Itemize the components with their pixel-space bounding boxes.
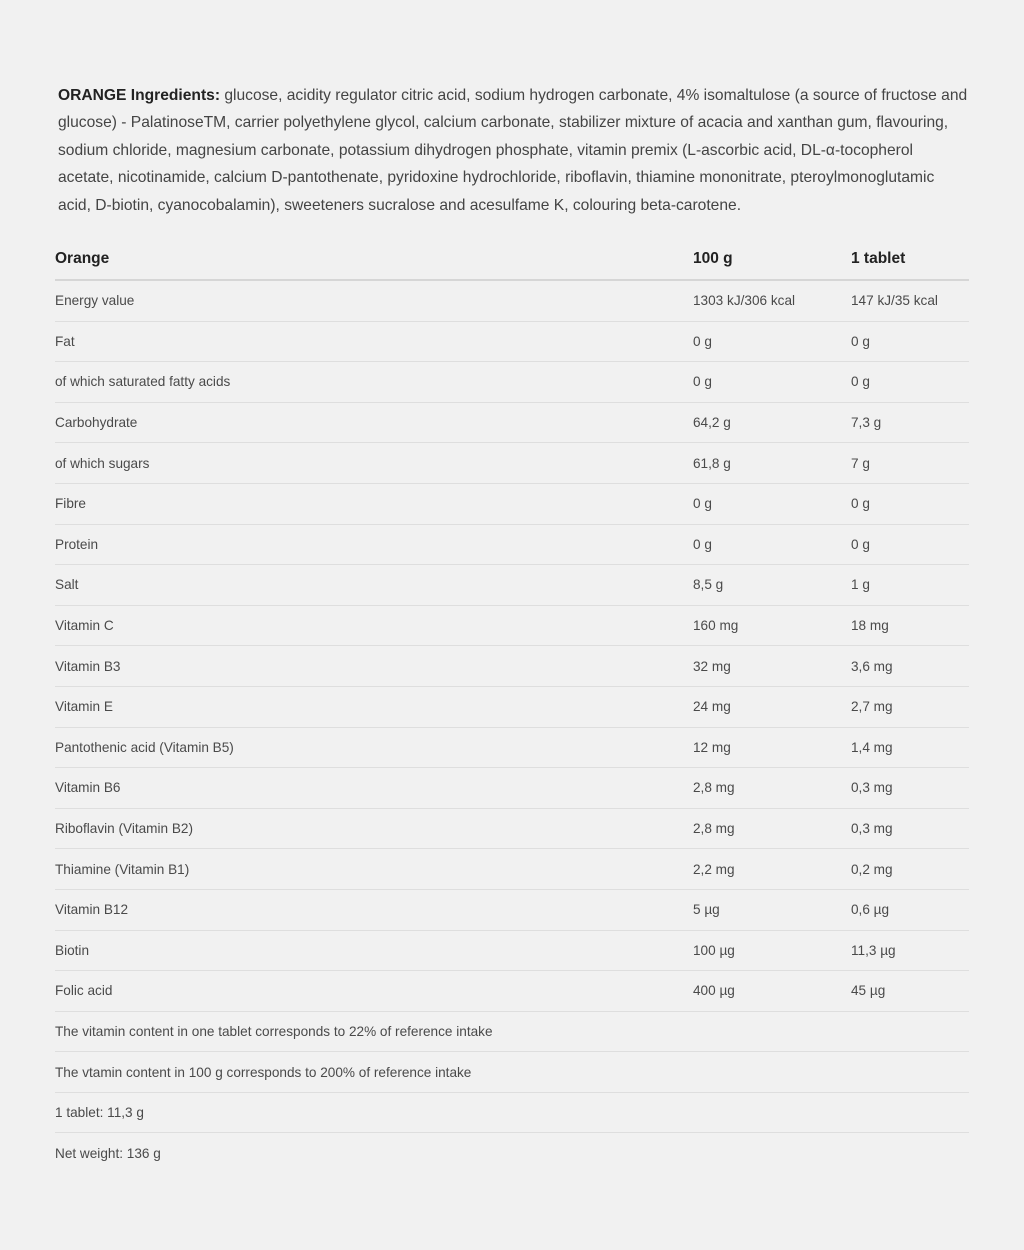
nutrient-name-cell: Carbohydrate xyxy=(55,402,693,443)
per-100g-cell: 24 mg xyxy=(693,686,851,727)
table-row xyxy=(55,565,969,606)
nutrient-name-cell: Pantothenic acid (Vitamin B5) xyxy=(55,727,693,768)
ingredients-lead: ORANGE Ingredients: xyxy=(58,87,221,104)
per-100g-cell xyxy=(693,1133,851,1173)
table-row xyxy=(55,686,969,727)
per-tablet-cell xyxy=(851,1133,969,1173)
per-tablet-cell: 2,7 mg xyxy=(851,686,969,727)
per-100g-cell xyxy=(693,1011,851,1052)
table-header-row xyxy=(55,238,969,280)
ingredients-section xyxy=(57,82,969,219)
nutrient-name-cell: The vitamin content in one tablet corresponds to 22% of reference intake xyxy=(55,1011,693,1052)
per-100g-cell: 2,8 mg xyxy=(693,768,851,809)
per-100g-cell: 5 µg xyxy=(693,889,851,930)
per-100g-cell: 100 µg xyxy=(693,930,851,971)
nutrient-name-cell: of which sugars xyxy=(55,443,693,484)
nutrition-table xyxy=(55,238,969,1173)
nutrient-name-cell: Energy value xyxy=(55,280,693,321)
nutrient-name-cell: Riboflavin (Vitamin B2) xyxy=(55,808,693,849)
per-tablet-cell: 1,4 mg xyxy=(851,727,969,768)
table-row xyxy=(55,443,969,484)
per-tablet-cell: 0 g xyxy=(851,362,969,403)
per-100g-cell xyxy=(693,1092,851,1133)
per-tablet-cell: 45 µg xyxy=(851,971,969,1012)
table-row xyxy=(55,524,969,565)
per-tablet-cell: 0 g xyxy=(851,483,969,524)
per-tablet-cell: 0 g xyxy=(851,321,969,362)
nutrient-name-cell: Vitamin B12 xyxy=(55,889,693,930)
table-row xyxy=(55,971,969,1012)
column-header-per-tablet: 1 tablet xyxy=(851,238,969,280)
per-tablet-cell: 18 mg xyxy=(851,605,969,646)
table-row xyxy=(55,1011,969,1052)
table-row xyxy=(55,646,969,687)
table-row xyxy=(55,362,969,403)
per-100g-cell: 64,2 g xyxy=(693,402,851,443)
per-tablet-cell xyxy=(851,1011,969,1052)
table-row xyxy=(55,321,969,362)
nutrient-name-cell: The vtamin content in 100 g corresponds to 200% of reference intake xyxy=(55,1052,693,1093)
nutrient-name-cell: Fibre xyxy=(55,483,693,524)
nutrient-name-cell: Folic acid xyxy=(55,971,693,1012)
column-header-product: Orange xyxy=(55,238,693,280)
table-row xyxy=(55,280,969,321)
per-100g-cell: 61,8 g xyxy=(693,443,851,484)
per-tablet-cell: 0,6 µg xyxy=(851,889,969,930)
nutrient-name-cell: 1 tablet: 11,3 g xyxy=(55,1092,693,1133)
table-row xyxy=(55,402,969,443)
nutrition-table-body xyxy=(55,280,969,1173)
per-tablet-cell xyxy=(851,1052,969,1093)
nutrient-name-cell: Protein xyxy=(55,524,693,565)
per-tablet-cell: 147 kJ/35 kcal xyxy=(851,280,969,321)
per-100g-cell xyxy=(693,1052,851,1093)
table-row xyxy=(55,768,969,809)
per-tablet-cell: 11,3 µg xyxy=(851,930,969,971)
per-100g-cell: 8,5 g xyxy=(693,565,851,606)
per-tablet-cell: 7,3 g xyxy=(851,402,969,443)
nutrient-name-cell: Vitamin B3 xyxy=(55,646,693,687)
ingredients-paragraph xyxy=(57,82,969,219)
per-100g-cell: 2,8 mg xyxy=(693,808,851,849)
table-row xyxy=(55,1133,969,1173)
nutrient-name-cell: Vitamin B6 xyxy=(55,768,693,809)
per-100g-cell: 1303 kJ/306 kcal xyxy=(693,280,851,321)
nutrient-name-cell: Fat xyxy=(55,321,693,362)
per-100g-cell: 0 g xyxy=(693,483,851,524)
ingredients-text: glucose, acidity regulator citric acid, sodium hydrogen carbonate, 4% isomaltulose (a source of fructose and glucose) - PalatinoseTM, carrier polyethylene glycol, calcium carbonate, stabilizer mixture of acacia and xanthan gum, flavouring, sodium chloride, magnesium carbonate, potassium dihydrogen phosphate, vitamin premix (L-ascorbic acid, DL-α-tocopherol acetate, nicotinamide, calcium D-pantothenate, pyridoxine hydrochloride, riboflavin, thiamine mononitrate, pteroylmonoglutamic acid, D-biotin, cyanocobalamin), sweeteners sucralose and acesulfame K, colouring beta-carotene. xyxy=(58,87,968,214)
per-100g-cell: 0 g xyxy=(693,524,851,565)
column-header-per-100g: 100 g xyxy=(693,238,851,280)
nutrient-name-cell: Salt xyxy=(55,565,693,606)
per-tablet-cell: 1 g xyxy=(851,565,969,606)
per-tablet-cell: 0 g xyxy=(851,524,969,565)
table-row xyxy=(55,849,969,890)
per-100g-cell: 0 g xyxy=(693,321,851,362)
nutrient-name-cell: Biotin xyxy=(55,930,693,971)
table-row xyxy=(55,605,969,646)
nutrient-name-cell: Thiamine (Vitamin B1) xyxy=(55,849,693,890)
per-tablet-cell: 7 g xyxy=(851,443,969,484)
nutrient-name-cell: of which saturated fatty acids xyxy=(55,362,693,403)
nutrient-name-cell: Net weight: 136 g xyxy=(55,1145,161,1161)
per-tablet-cell xyxy=(851,1092,969,1133)
table-row xyxy=(55,889,969,930)
per-100g-cell: 32 mg xyxy=(693,646,851,687)
nutrient-name-cell: Vitamin C xyxy=(55,605,693,646)
per-tablet-cell: 0,3 mg xyxy=(851,768,969,809)
table-row xyxy=(55,1092,969,1133)
per-tablet-cell: 0,3 mg xyxy=(851,808,969,849)
per-100g-cell: 0 g xyxy=(693,362,851,403)
per-100g-cell: 160 mg xyxy=(693,605,851,646)
table-row xyxy=(55,483,969,524)
table-row xyxy=(55,930,969,971)
per-100g-cell: 12 mg xyxy=(693,727,851,768)
per-tablet-cell: 0,2 mg xyxy=(851,849,969,890)
per-100g-cell: 2,2 mg xyxy=(693,849,851,890)
table-row xyxy=(55,1052,969,1093)
per-100g-cell: 400 µg xyxy=(693,971,851,1012)
table-row xyxy=(55,808,969,849)
table-row xyxy=(55,727,969,768)
per-tablet-cell: 3,6 mg xyxy=(851,646,969,687)
nutrient-name-cell: Vitamin E xyxy=(55,686,693,727)
